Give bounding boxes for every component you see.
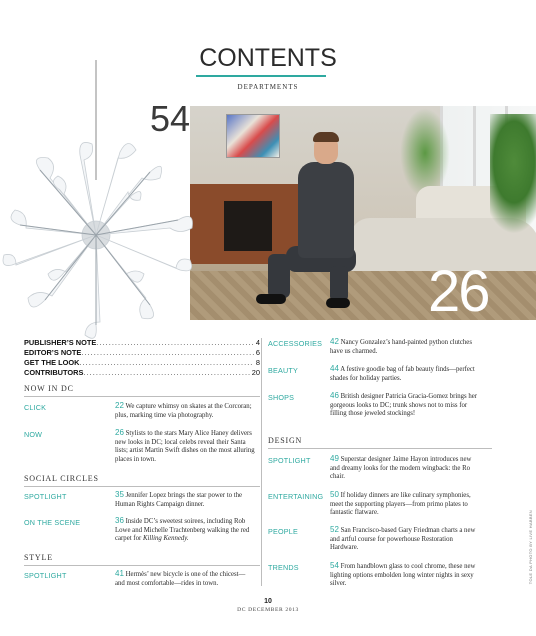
department-row[interactable]	[24, 348, 260, 358]
department-page: 8	[255, 358, 260, 367]
toc-entry[interactable]	[330, 392, 480, 419]
man-shin	[330, 266, 348, 302]
section-heading-social-circles: SOCIAL CIRCLES	[24, 474, 99, 483]
entry-page: 49	[330, 454, 339, 463]
entry-page: 35	[115, 490, 124, 499]
plant-large	[490, 114, 536, 234]
toc-entry[interactable]	[330, 562, 480, 589]
section-rule	[24, 565, 260, 566]
column-divider	[261, 338, 262, 586]
entry-page: 52	[330, 525, 339, 534]
category-now[interactable]: NOW	[24, 430, 43, 439]
entry-text: Jennifer Lopez brings the star power to the Human Rights Campaign dinner.	[115, 492, 243, 508]
toc-entry[interactable]	[115, 429, 255, 464]
entry-text: British designer Patricia Gracia-Gomez brings her gorgeous looks to DC; trunk shows not to miss for filling those jeweled stockings!	[330, 393, 478, 418]
man-body	[298, 162, 354, 258]
section-heading-now-in-dc: NOW IN DC	[24, 384, 74, 393]
toc-entry[interactable]	[115, 570, 255, 588]
category-click[interactable]: CLICK	[24, 403, 47, 412]
entry-page: 22	[115, 401, 124, 410]
entry-page: 44	[330, 364, 339, 373]
entry-text: Stylists to the stars Mary Alice Haney delivers new looks in DC; local celebs reveal their Santa lists; artist Martin Swift dishes on the most alluring places in town.	[115, 430, 255, 463]
department-row[interactable]	[24, 338, 260, 348]
department-row[interactable]	[24, 368, 260, 378]
toc-entry[interactable]	[115, 517, 255, 544]
department-label: CONTRIBUTORS	[24, 368, 84, 377]
department-row[interactable]	[24, 358, 260, 368]
photo-credit: TOLE DA PHOTO BY LIVE HABBEN	[528, 510, 533, 585]
page-number: 10	[264, 598, 272, 605]
entry-page: 26	[115, 428, 124, 437]
entry-page: 42	[330, 337, 339, 346]
section-rule	[268, 448, 492, 449]
toc-entry[interactable]	[330, 365, 480, 383]
toc-entry[interactable]	[330, 526, 480, 553]
entry-page: 50	[330, 490, 339, 499]
firebox	[224, 201, 272, 251]
category-accessories[interactable]: ACCESSORIES	[268, 339, 323, 348]
entry-text: Inside DC’s sweetest soirees, including Rob Lowe and Michelle Trachtenberg walking the red carpet for	[115, 518, 250, 543]
category-trends[interactable]: TRENDS	[268, 563, 299, 572]
section-heading-design: DESIGN	[268, 436, 303, 445]
category-on-the-scene[interactable]: ON THE SCENE	[24, 518, 81, 527]
photo-number-54: 54	[150, 98, 191, 139]
entry-text: Nancy Gonzalez’s hand-painted python clutches have us charmed.	[330, 339, 472, 355]
department-label: GET THE LOOK	[24, 358, 80, 367]
shoe	[256, 294, 286, 304]
department-page: 20	[251, 368, 260, 377]
painting	[226, 114, 280, 158]
toc-entry[interactable]	[330, 338, 480, 356]
departments-list	[24, 338, 260, 378]
page-title: CONTENTS	[199, 44, 337, 72]
department-label: PUBLISHER’S NOTE	[24, 338, 97, 347]
section-heading-style: STYLE	[24, 553, 53, 562]
entry-text: We capture whimsy on skates at the Corcoran; plus, marking time via photography.	[115, 403, 252, 419]
category-spotlight[interactable]: SPOTLIGHT	[24, 571, 67, 580]
toc-entry[interactable]	[115, 402, 255, 420]
photo-number-26: 26	[428, 259, 489, 324]
category-beauty[interactable]: BEAUTY	[268, 366, 298, 375]
section-rule	[24, 486, 260, 487]
category-shops[interactable]: SHOPS	[268, 393, 295, 402]
issue-label: DC DECEMBER 2013	[237, 607, 299, 613]
entry-page: 36	[115, 516, 124, 525]
entry-page: 41	[115, 569, 124, 578]
entry-text-italic: Killing Kennedy.	[142, 535, 189, 543]
man-hair	[313, 132, 339, 142]
plant	[400, 108, 450, 198]
section-rule	[24, 396, 260, 397]
department-label: EDITOR’S NOTE	[24, 348, 82, 357]
toc-entry[interactable]	[115, 491, 255, 509]
entry-page: 46	[330, 391, 339, 400]
category-entertaining[interactable]: ENTERTAINING	[268, 492, 324, 501]
shoe	[326, 298, 350, 308]
section-subtitle: DEPARTMENTS	[237, 83, 299, 91]
department-page: 6	[255, 348, 260, 357]
toc-entry[interactable]	[330, 491, 480, 518]
category-spotlight[interactable]: SPOTLIGHT	[268, 456, 311, 465]
title-underline	[196, 75, 326, 77]
entry-text: From handblown glass to cool chrome, these new lighting options embolden long winter nights in sexy silver.	[330, 563, 476, 588]
toc-entry[interactable]	[330, 455, 480, 482]
entry-text: A festive goodie bag of fab beauty finds—perfect shades for holiday parties.	[330, 366, 475, 382]
entry-text: Superstar designer Jaime Hayon introduces new and dreamy looks for the modern wingback: the Ro chair.	[330, 456, 472, 481]
category-spotlight[interactable]: SPOTLIGHT	[24, 492, 67, 501]
entry-text: Hermès’ new bicycle is one of the chicest—and most comfortable—rides in town.	[115, 571, 246, 587]
man-shin	[268, 254, 290, 298]
department-page: 4	[255, 338, 260, 347]
entry-page: 54	[330, 561, 339, 570]
category-people[interactable]: PEOPLE	[268, 527, 298, 536]
entry-text: If holiday dinners are like culinary symphonies, meet the supporting players—from primo plates to fantastic flatware.	[330, 492, 471, 517]
entry-text: San Francisco-based Gary Friedman charts a new and artful course for powerhouse Restoration Hardware.	[330, 527, 476, 552]
